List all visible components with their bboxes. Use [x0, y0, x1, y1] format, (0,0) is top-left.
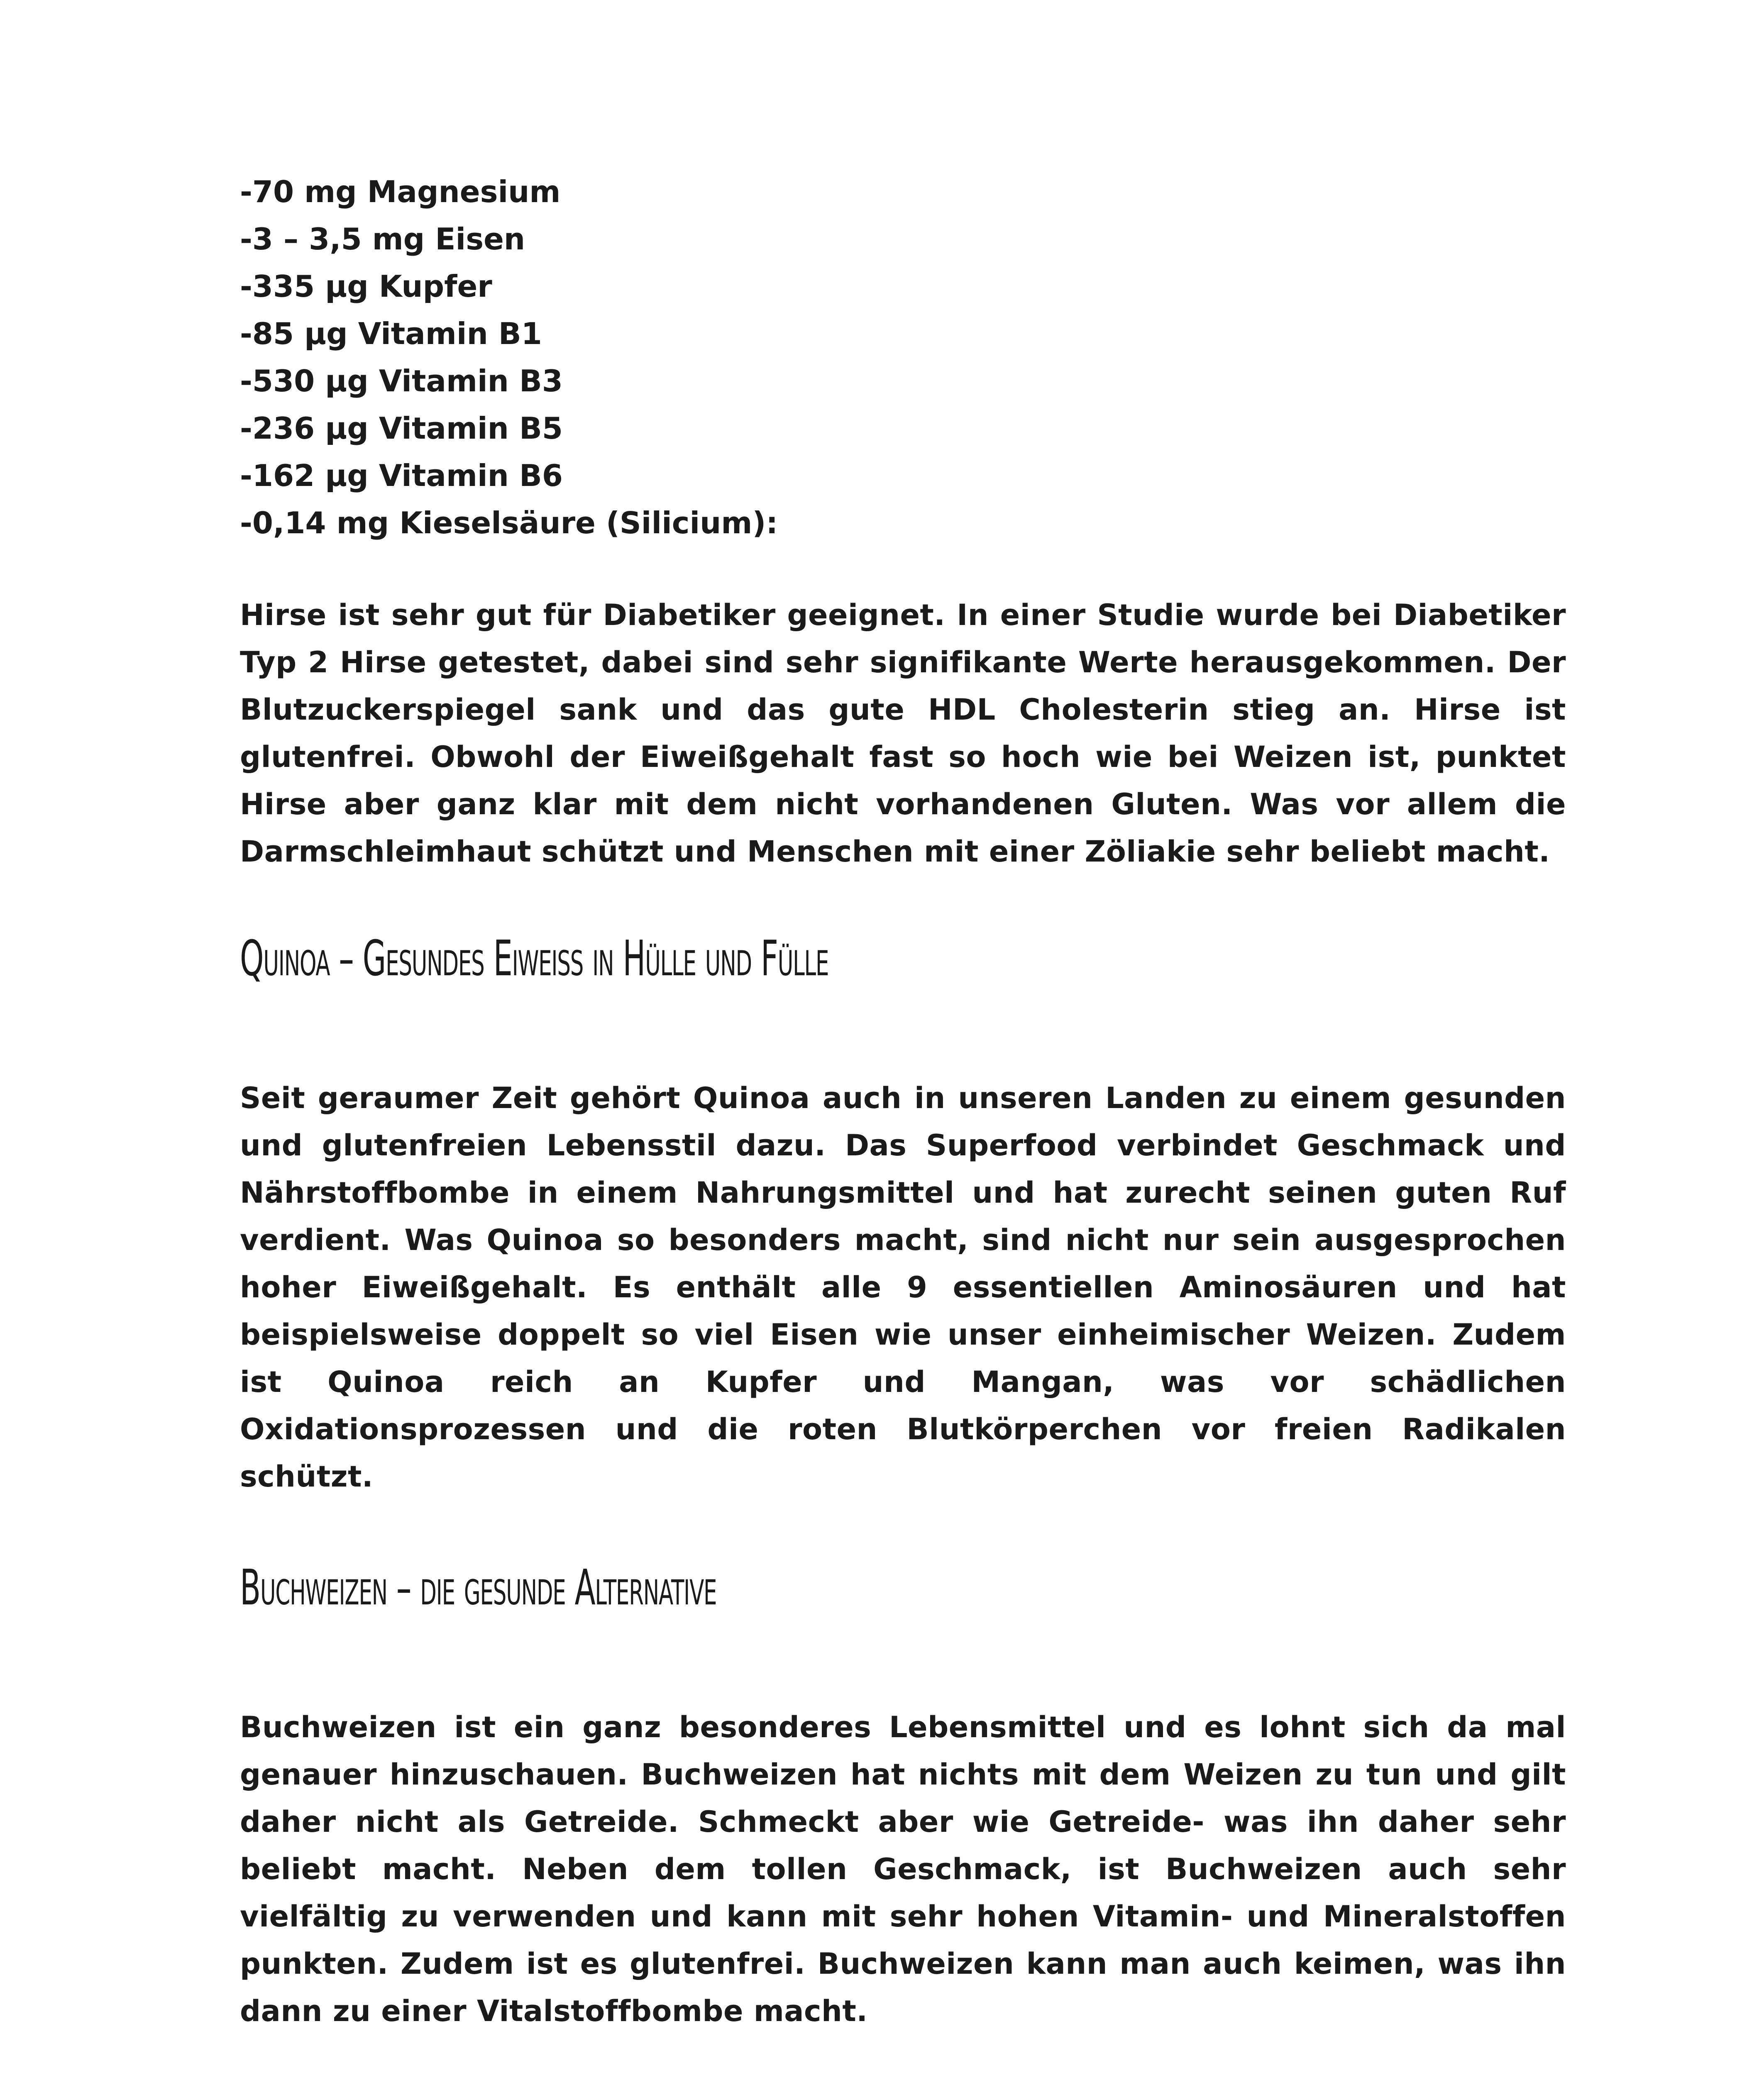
nutrient-item: -0,14 mg Kieselsäure (Silicium): [240, 505, 778, 540]
nutrient-item: -70 mg Magnesium [240, 174, 561, 209]
nutrient-item: -3 – 3,5 mg Eisen [240, 222, 525, 256]
quinoa-heading: Quinoa – Gesundes Eiweiss in Hülle und Fülle [240, 930, 829, 987]
buchweizen-heading: Buchweizen – die gesunde Alternative [240, 1559, 717, 1616]
buchweizen-paragraph: Buchweizen ist ein ganz besonderes Lebensmittel und es lohnt sich da mal genauer hinzuschauen. Buchweizen hat nichts mit dem Weizen zu tun und gilt daher nicht als Getreide. Schmeckt aber wie Getreide- was ihn daher sehr beliebt macht. Neben dem tollen Geschmack, ist Buchweizen auch sehr vielfältig zu verwenden und kann mit sehr hohen Vitamin- und Mineralstoffen punkten. Zudem ist es glutenfrei. Buchweizen kann man auch keimen, was ihn dann zu einer Vitalstoffbombe macht. [240, 1710, 1566, 2028]
nutrient-list [240, 168, 1566, 547]
quinoa-paragraph: Seit geraumer Zeit gehört Quinoa auch in unseren Landen zu einem gesunden und glutenfreien Lebensstil dazu. Das Superfood verbindet Geschmack und Nährstoffbombe in einem Nahrungsmittel und hat zurecht seinen guten Ruf verdient. Was Quinoa so besonders macht, sind nicht nur sein ausgesprochen hoher Eiweißgehalt. Es enthält alle 9 essentiellen Aminosäuren und hat beispielsweise doppelt so viel Eisen wie unser einheimischer Weizen. Zudem ist Quinoa reich an Kupfer und Mangan, was vor schädlichen Oxidationsprozessen und die roten Blutkörperchen vor freien Radikalen schützt. [240, 1081, 1566, 1494]
nutrient-item: -85 µg Vitamin B1 [240, 316, 542, 351]
nutrient-item: -530 µg Vitamin B3 [240, 364, 563, 398]
nutrient-item: -236 µg Vitamin B5 [240, 411, 563, 446]
page-content [240, 168, 1566, 2035]
hirse-paragraph: Hirse ist sehr gut für Diabetiker geeignet. In einer Studie wurde bei Diabetiker Typ 2 Hirse getestet, dabei sind sehr signifikante Werte herausgekommen. Der Blutzuckerspiegel sank und das gute HDL Cholesterin stieg an. Hirse ist glutenfrei. Obwohl der Eiweißgehalt fast so hoch wie bei Weizen ist, punktet Hirse aber ganz klar mit dem nicht vorhandenen Gluten. Was vor allem die Darmschleimhaut schützt und Menschen mit einer Zöliakie sehr beliebt macht. [240, 598, 1566, 869]
nutrient-item: -162 µg Vitamin B6 [240, 458, 563, 493]
nutrient-item: -335 µg Kupfer [240, 269, 492, 304]
